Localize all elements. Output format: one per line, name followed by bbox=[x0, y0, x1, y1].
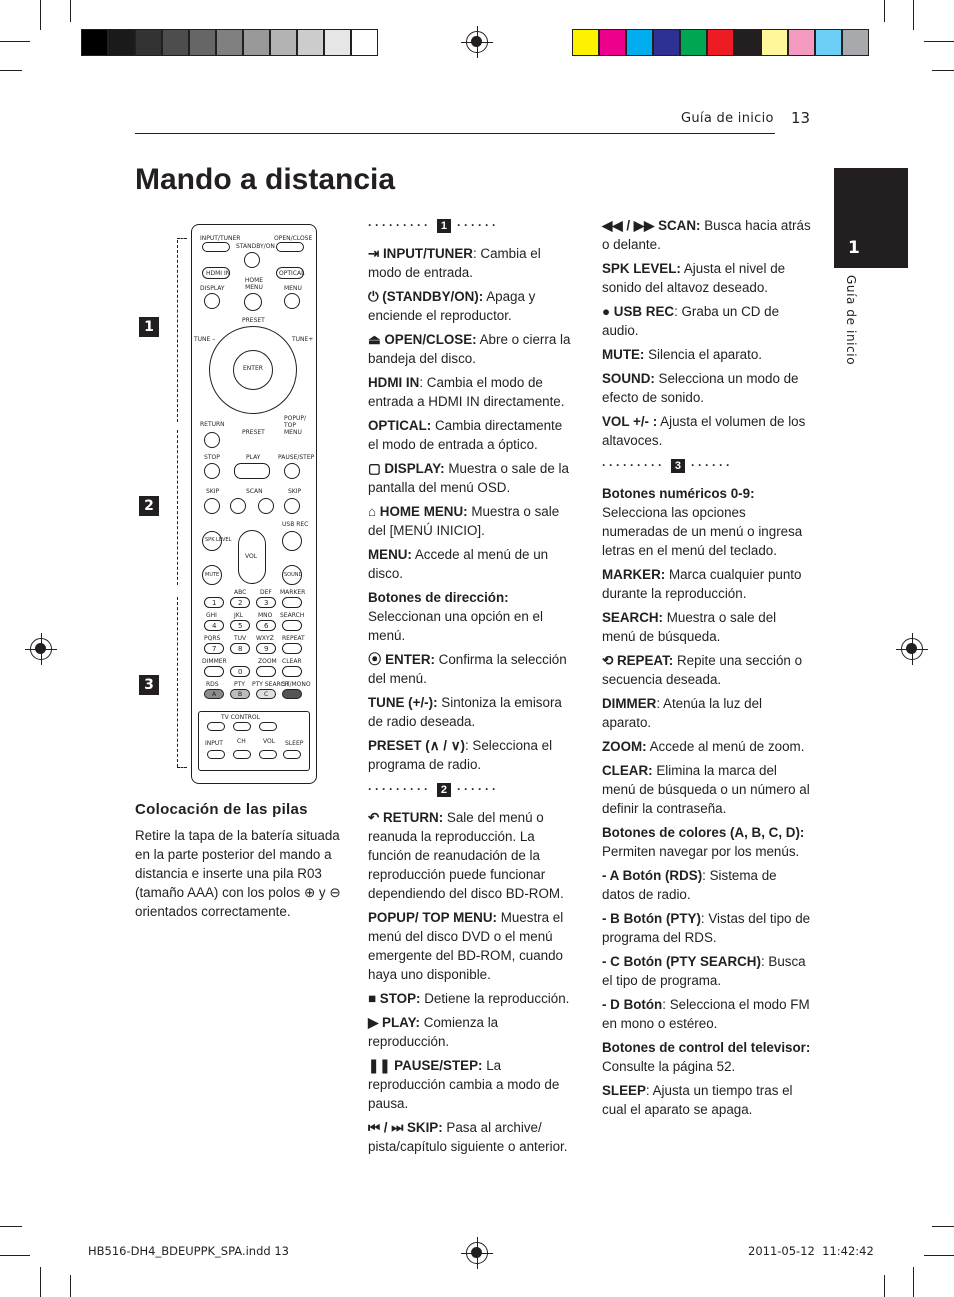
section-separator-1: ········· 1 ······ bbox=[368, 218, 499, 232]
digit-7-button: 7 bbox=[204, 643, 224, 654]
tv-power-button bbox=[207, 722, 225, 731]
color-swatch bbox=[162, 29, 189, 56]
crop-mark bbox=[913, 0, 914, 30]
description-item: VOL +/- : Ajusta el volumen de los altavoces. bbox=[602, 414, 806, 448]
skip-prev-button bbox=[204, 498, 220, 514]
display-button bbox=[204, 293, 220, 309]
color-calibration-bar bbox=[572, 29, 869, 56]
remote-label: PQRS bbox=[204, 635, 221, 642]
color-d-button bbox=[282, 689, 302, 699]
color-swatch bbox=[189, 29, 216, 56]
repeat-button bbox=[282, 643, 302, 654]
description-item: ◀◀ / ▶▶ SCAN: Busca hacia atrás o delante. bbox=[602, 218, 811, 252]
crop-mark bbox=[932, 70, 954, 71]
scan-back-button bbox=[230, 498, 246, 514]
marker-button bbox=[282, 597, 302, 608]
remote-label: ST/MONO bbox=[282, 681, 311, 688]
color-a-button: A bbox=[204, 689, 224, 699]
description-item: - B Botón (PTY): Vistas del tipo de programa del RDS. bbox=[602, 911, 811, 945]
remote-label: WXYZ bbox=[256, 635, 274, 642]
header-rule bbox=[135, 133, 775, 134]
crop-mark bbox=[932, 1226, 954, 1227]
color-swatch bbox=[707, 29, 734, 56]
remote-label: SCAN bbox=[246, 488, 263, 495]
description-item: POPUP/ TOP MENU: Muestra el menú del disco DVD o el menú emergente del BD-ROM, cuando haya uno disponible. bbox=[368, 910, 564, 982]
remote-label: PLAY bbox=[246, 454, 261, 461]
standby-button bbox=[244, 252, 260, 268]
remote-label: JKL bbox=[234, 612, 244, 619]
color-swatch bbox=[842, 29, 869, 56]
crop-mark bbox=[0, 41, 30, 42]
gray-calibration-bar bbox=[81, 29, 378, 56]
tv-ch-down-button bbox=[233, 750, 251, 759]
section-separator-3: ········· 3 ······ bbox=[602, 458, 733, 472]
registration-mark-icon bbox=[466, 1242, 488, 1264]
search-button bbox=[282, 620, 302, 631]
tv-vol-down-button bbox=[259, 750, 277, 759]
remote-label: SEARCH bbox=[280, 612, 305, 619]
mute-button: MUTE bbox=[202, 565, 222, 585]
pause-button bbox=[284, 463, 300, 479]
description-item: ● USB REC: Graba un CD de audio. bbox=[602, 304, 780, 338]
color-swatch bbox=[270, 29, 297, 56]
remote-label: MNO bbox=[258, 612, 273, 619]
registration-mark-icon bbox=[466, 31, 488, 53]
description-item: ❚❚ PAUSE/STEP: La reproducción cambia a modo de pausa. bbox=[368, 1058, 560, 1111]
column-1 bbox=[368, 216, 576, 1161]
volume-rocker: VOL bbox=[238, 530, 266, 584]
bracket-tick bbox=[177, 767, 187, 769]
remote-label: RETURN bbox=[200, 421, 225, 428]
color-c-button: C bbox=[256, 689, 276, 699]
usb-rec-button bbox=[282, 531, 302, 551]
description-item: - D Botón: Selecciona el modo FM en mono o estéreo. bbox=[602, 997, 810, 1031]
registration-mark-icon bbox=[901, 638, 923, 660]
play-button bbox=[234, 463, 270, 479]
running-header: Guía de inicio bbox=[681, 111, 774, 126]
remote-control-illustration bbox=[191, 224, 317, 784]
tv-vol-up-button bbox=[259, 722, 277, 731]
description-item: ↶ RETURN: Sale del menú o reanuda la reproducción. La función de reanudación de la reproducción puede funcionar dependiendo del disco BD-ROM. bbox=[368, 810, 564, 901]
description-item: ⏮ / ⏭ SKIP: Pasa al archive/ pista/capítulo siguiente o anterior. bbox=[368, 1120, 568, 1154]
digit-5-button: 5 bbox=[230, 620, 250, 631]
color-swatch bbox=[216, 29, 243, 56]
description-item: ▶ PLAY: Comienza la reproducción. bbox=[368, 1015, 499, 1049]
bracket-tick bbox=[177, 238, 187, 240]
remote-label: SKIP bbox=[288, 488, 302, 495]
remote-label: PTY SEARCH bbox=[252, 681, 290, 688]
description-item: SEARCH: Muestra o sale del menú de búsqueda. bbox=[602, 610, 777, 644]
description-item: ⦿ ENTER: Confirma la selección del menú. bbox=[368, 652, 567, 686]
optical-button: OPTICAL bbox=[276, 267, 304, 279]
footer-filename: HB516-DH4_BDEUPPK_SPA.indd 13 bbox=[88, 1244, 289, 1258]
remote-label: DEF bbox=[260, 589, 272, 596]
color-swatch bbox=[243, 29, 270, 56]
remote-label: PRESET bbox=[242, 429, 265, 436]
description-item: SLEEP: Ajusta un tiempo tras el cual el aparato se apaga. bbox=[602, 1083, 793, 1117]
tv-input-button bbox=[207, 750, 225, 759]
digit-3-button: 3 bbox=[256, 597, 276, 608]
crop-mark bbox=[884, 1275, 885, 1297]
tv-control-panel: TV CONTROL INPUT CH VOL SLEEP bbox=[198, 711, 310, 771]
remote-label: SKIP bbox=[206, 488, 220, 495]
description-item: ⟲ REPEAT: Repite una sección o secuencia deseada. bbox=[602, 653, 803, 687]
color-swatch bbox=[81, 29, 108, 56]
clear-button bbox=[282, 666, 302, 677]
color-swatch bbox=[761, 29, 788, 56]
remote-label: CLEAR bbox=[282, 658, 302, 665]
remote-label: INPUT/TUNER bbox=[200, 235, 241, 242]
description-item: OPTICAL: Cambia directamente el modo de entrada a óptico. bbox=[368, 418, 563, 452]
section-label-1: 1 bbox=[139, 317, 159, 337]
description-item: HDMI IN: Cambia el modo de entrada a HDMI IN directamente. bbox=[368, 375, 565, 409]
remote-label: GHI bbox=[206, 612, 217, 619]
bracket-1 bbox=[177, 240, 178, 422]
description-item: MARKER: Marca cualquier punto durante la reproducción. bbox=[602, 567, 802, 601]
digit-4-button: 4 bbox=[204, 620, 224, 631]
remote-label: ABC bbox=[234, 589, 247, 596]
remote-label: DISPLAY bbox=[200, 285, 225, 292]
color-swatch bbox=[788, 29, 815, 56]
remote-label: MENU bbox=[284, 285, 302, 292]
chapter-number: 1 bbox=[848, 238, 860, 258]
description-item: TUNE (+/-): Sintoniza la emisora de radio deseada. bbox=[368, 695, 562, 729]
remote-label: OPEN/CLOSE bbox=[274, 235, 313, 242]
crop-mark bbox=[884, 0, 885, 22]
digit-1-button: 1 bbox=[204, 597, 224, 608]
color-swatch bbox=[135, 29, 162, 56]
remote-label: TUNE – bbox=[194, 336, 216, 343]
home-menu-button bbox=[244, 293, 262, 311]
open-close-button bbox=[276, 242, 304, 252]
menu-button bbox=[284, 293, 300, 309]
page-number: 13 bbox=[791, 109, 811, 127]
description-item: ⌂ HOME MENU: Muestra o sale del [MENÚ INICIO]. bbox=[368, 504, 560, 538]
digit-8-button: 8 bbox=[230, 643, 250, 654]
crop-mark bbox=[0, 1226, 22, 1227]
description-item: Botones de colores (A, B, C, D): Permiten navegar por los menús. bbox=[602, 825, 805, 859]
description-item: SPK LEVEL: Ajusta el nivel de sonido del altavoz deseado. bbox=[602, 261, 786, 295]
input-tuner-button bbox=[202, 242, 230, 252]
description-item: - C Botón (PTY SEARCH): Busca el tipo de programa. bbox=[602, 954, 806, 988]
description-item: MUTE: Silencia el aparato. bbox=[602, 347, 763, 362]
remote-label: HOME MENU bbox=[244, 277, 264, 291]
color-swatch bbox=[324, 29, 351, 56]
remote-label: RDS bbox=[206, 681, 219, 688]
description-item: CLEAR: Elimina la marca del menú de búsqueda o un número al definir la contraseña. bbox=[602, 763, 810, 816]
color-swatch bbox=[653, 29, 680, 56]
remote-label: PRESET bbox=[242, 317, 265, 324]
description-item: - A Botón (RDS): Sistema de datos de radio. bbox=[602, 868, 777, 902]
remote-label: PTY bbox=[234, 681, 245, 688]
page-title: Mando a distancia bbox=[135, 163, 396, 196]
chapter-side-label: Guía de inicio bbox=[844, 275, 858, 366]
color-swatch bbox=[626, 29, 653, 56]
remote-label: MARKER bbox=[280, 589, 306, 596]
description-item: ⏻ (STANDBY/ON): Apaga y enciende el reproductor. bbox=[368, 289, 536, 323]
sleep-button bbox=[283, 750, 301, 759]
crop-mark bbox=[924, 1255, 954, 1256]
description-item: MENU: Accede al menú de un disco. bbox=[368, 547, 549, 581]
section-label-2: 2 bbox=[139, 496, 159, 516]
remote-label: REPEAT bbox=[282, 635, 305, 642]
description-item: SOUND: Selecciona un modo de efecto de sonido. bbox=[602, 371, 799, 405]
crop-mark bbox=[0, 70, 22, 71]
description-item: Botones de dirección: Seleccionan una opción en el menú. bbox=[368, 590, 543, 643]
remote-label: ZOOM bbox=[258, 658, 277, 665]
color-swatch bbox=[351, 29, 378, 56]
remote-label: DIMMER bbox=[202, 658, 227, 665]
color-swatch bbox=[599, 29, 626, 56]
digit-9-button: 9 bbox=[256, 643, 276, 654]
remote-label: USB REC bbox=[282, 521, 309, 528]
return-button bbox=[204, 432, 220, 448]
remote-label: STOP bbox=[204, 454, 220, 461]
bracket-3 bbox=[177, 597, 178, 767]
crop-mark bbox=[70, 1275, 71, 1297]
color-swatch bbox=[815, 29, 842, 56]
description-item: ⏏ OPEN/CLOSE: Abre o cierra la bandeja del disco. bbox=[368, 332, 571, 366]
dimmer-button bbox=[204, 666, 224, 677]
color-swatch bbox=[572, 29, 599, 56]
crop-mark bbox=[924, 41, 954, 42]
description-item: ■ STOP: Detiene la reproducción. bbox=[368, 991, 570, 1006]
remote-label: TUV bbox=[234, 635, 247, 642]
crop-mark bbox=[0, 1255, 30, 1256]
skip-next-button bbox=[284, 498, 300, 514]
sound-button: SOUND bbox=[282, 565, 302, 585]
crop-mark bbox=[40, 0, 41, 30]
column-2 bbox=[602, 216, 812, 1124]
description-item: Botones numéricos 0-9: Selecciona las opciones numeradas de un menú o ingresa letras en el menú del teclado. bbox=[602, 486, 803, 558]
section-label-3: 3 bbox=[139, 675, 159, 695]
stop-button bbox=[204, 463, 220, 479]
description-item: PRESET (∧ / ∨): Selecciona el programa de radio. bbox=[368, 738, 553, 772]
crop-mark bbox=[70, 0, 71, 22]
remote-label: STANDBY/ON bbox=[236, 243, 275, 250]
scan-forward-button bbox=[258, 498, 274, 514]
tv-ch-up-button bbox=[233, 722, 251, 731]
hdmi-in-button: HDMI IN bbox=[202, 267, 230, 279]
color-swatch bbox=[680, 29, 707, 56]
color-b-button: B bbox=[230, 689, 250, 699]
battery-heading: Colocación de las pilas bbox=[135, 801, 308, 818]
footer-date: 2011-05-12 ￼ 11:42:42 bbox=[748, 1244, 874, 1258]
crop-mark bbox=[40, 1267, 41, 1297]
digit-2-button: 2 bbox=[230, 597, 250, 608]
chapter-tab bbox=[834, 168, 908, 268]
color-swatch bbox=[108, 29, 135, 56]
section-separator-2: ········· 2 ······ bbox=[368, 782, 499, 796]
description-item: Botones de control del televisor: Consulte la página 52. bbox=[602, 1040, 811, 1074]
remote-label: POPUP/ TOP MENU bbox=[284, 415, 306, 436]
remote-label: TUNE+ bbox=[292, 336, 314, 343]
spk-level-button: SPK LEVEL bbox=[202, 531, 222, 551]
registration-mark-icon bbox=[30, 638, 52, 660]
zoom-button bbox=[256, 666, 276, 677]
crop-mark bbox=[913, 1267, 914, 1297]
battery-text: Retire la tapa de la batería situada en la parte posterior del mando a distancia e inserte una pila R03 (tamaño AAA) con los polos ⊕ y ⊖ orientados correctamente. bbox=[135, 828, 341, 919]
description-item: ZOOM: Accede al menú de zoom. bbox=[602, 739, 805, 754]
description-item: ⇥ INPUT/TUNER: Cambia el modo de entrada. bbox=[368, 246, 541, 280]
enter-button: ENTER bbox=[233, 350, 273, 390]
description-item: DIMMER: Atenúa la luz del aparato. bbox=[602, 696, 763, 730]
color-swatch bbox=[734, 29, 761, 56]
color-swatch bbox=[297, 29, 324, 56]
bracket-2 bbox=[177, 430, 178, 585]
remote-label: PAUSE/STEP bbox=[278, 454, 315, 461]
digit-0-button: 0 bbox=[230, 666, 250, 677]
digit-6-button: 6 bbox=[256, 620, 276, 631]
description-item: ▢ DISPLAY: Muestra o sale de la pantalla del menú OSD. bbox=[368, 461, 569, 495]
